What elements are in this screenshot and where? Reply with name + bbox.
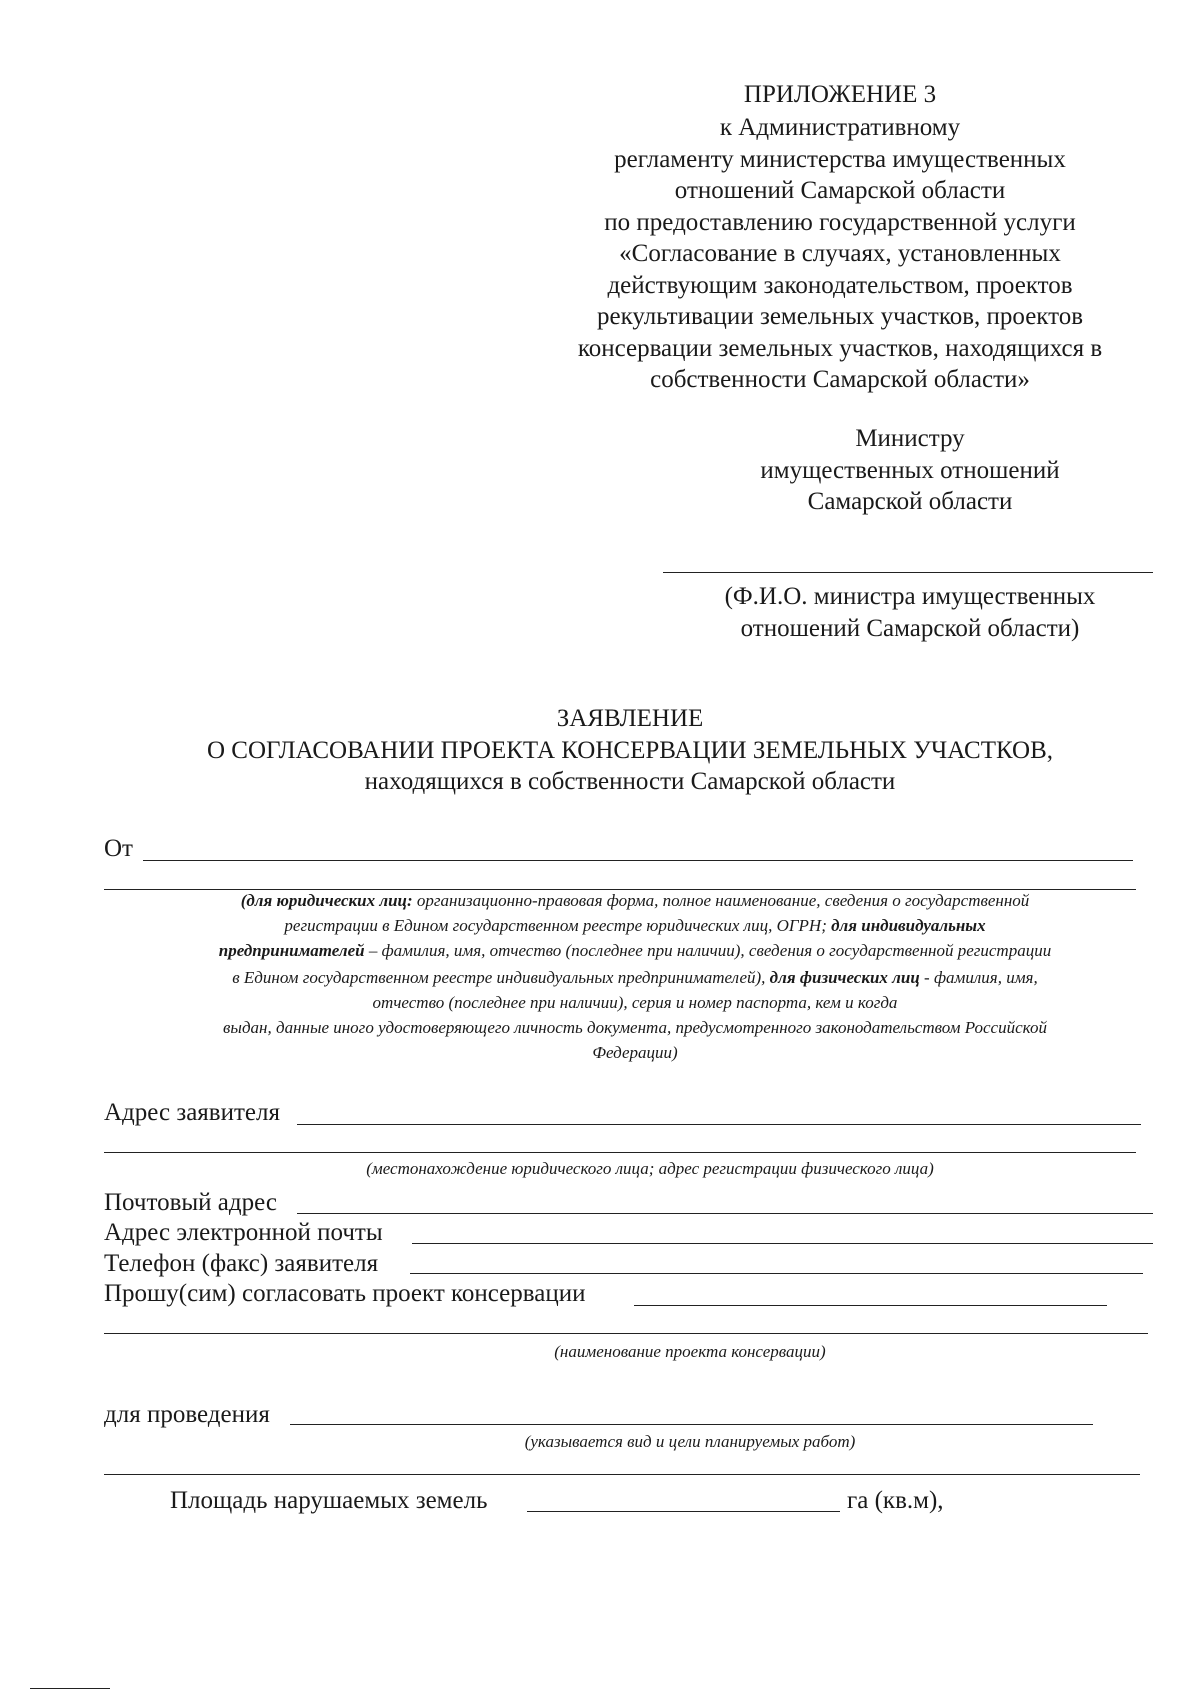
project-field[interactable]	[634, 1305, 1107, 1306]
email-label: Адрес электронной почты	[104, 1219, 383, 1246]
purpose-field-2[interactable]	[104, 1474, 1140, 1475]
minister-fio-field[interactable]	[663, 572, 1153, 573]
minister-fio-caption: (Ф.И.О. министра имущественных отношений Самарской области)	[724, 583, 1096, 642]
area-label: Площадь нарушаемых земель	[170, 1487, 488, 1514]
addressee-block	[680, 423, 1140, 518]
phone-field[interactable]	[410, 1273, 1143, 1274]
address-field[interactable]	[297, 1124, 1141, 1125]
appendix-line: по предоставлению государственной услуги	[604, 208, 1076, 236]
appendix-title: ПРИЛОЖЕНИЕ 3	[743, 81, 937, 108]
from-field[interactable]	[143, 860, 1133, 861]
appendix-line: рекультивации земельных участков, проектов	[596, 303, 1084, 330]
appendix-block	[520, 78, 1160, 396]
appendix-line: действующим законодательством, проектов	[607, 271, 1073, 299]
addressee-line: Министру	[855, 425, 965, 452]
from-label: От	[104, 835, 133, 862]
document-heading	[60, 703, 1200, 798]
applicant-note: (для юридических лиц: организационно-правовая форма, полное наименование, сведения о государственной регистрации в Едином государственном реестре юридических лиц, ОГРН; для индивидуальных предпринимателей – фамилия, имя, отчество (последнее при наличии), сведения о государственной регистрации в Едином государственном реестре индивидуальных предпринимателей), для физических лиц - фамилия, имя, отчество (последнее при наличии), серия и номер паспорта, кем и когда выдан, данные иного удостоверяющего личность документа, предусмотренного законодательством Российской Федерации)	[218, 891, 1052, 1062]
project-field-2[interactable]	[104, 1333, 1148, 1334]
postal-label: Почтовый адрес	[104, 1189, 277, 1216]
postal-field[interactable]	[297, 1213, 1153, 1214]
appendix-line: отношений Самарской области	[674, 177, 1006, 204]
project-note: (наименование проекта консервации)	[554, 1342, 826, 1361]
purpose-note: (указывается вид и цели планируемых работ)	[524, 1432, 856, 1451]
purpose-field[interactable]	[290, 1424, 1093, 1425]
address-note: (местонахождение юридического лица; адрес регистрации физического лица)	[366, 1159, 934, 1178]
address-label: Адрес заявителя	[104, 1099, 280, 1126]
appendix-line: «Согласование в случаях, установленных	[619, 240, 1061, 267]
addressee-line: имущественных отношений	[760, 456, 1060, 484]
appendix-line: консервации земельных участков, находящихся в	[577, 334, 1103, 362]
appendix-line: регламенту министерства имущественных	[614, 145, 1066, 173]
footnote-separator	[30, 1688, 110, 1689]
request-label: Прошу(сим) согласовать проект консервации	[104, 1280, 586, 1307]
purpose-label: для проведения	[104, 1401, 270, 1428]
addressee-line: Самарской области	[807, 488, 1013, 515]
area-unit: га (кв.м),	[847, 1487, 944, 1514]
email-field[interactable]	[412, 1243, 1153, 1244]
area-field[interactable]	[527, 1511, 840, 1512]
heading-subtitle-2: находящихся в собственности Самарской области	[364, 768, 896, 795]
heading-subtitle: О СОГЛАСОВАНИИ ПРОЕКТА КОНСЕРВАЦИИ ЗЕМЕЛЬНЫХ УЧАСТКОВ,	[206, 736, 1053, 764]
heading-title: ЗАЯВЛЕНИЕ	[556, 705, 704, 732]
appendix-line: собственности Самарской области»	[650, 366, 1030, 393]
phone-label: Телефон (факс) заявителя	[104, 1250, 379, 1277]
appendix-line: к Административному	[719, 114, 961, 141]
address-field-2[interactable]	[104, 1152, 1136, 1153]
